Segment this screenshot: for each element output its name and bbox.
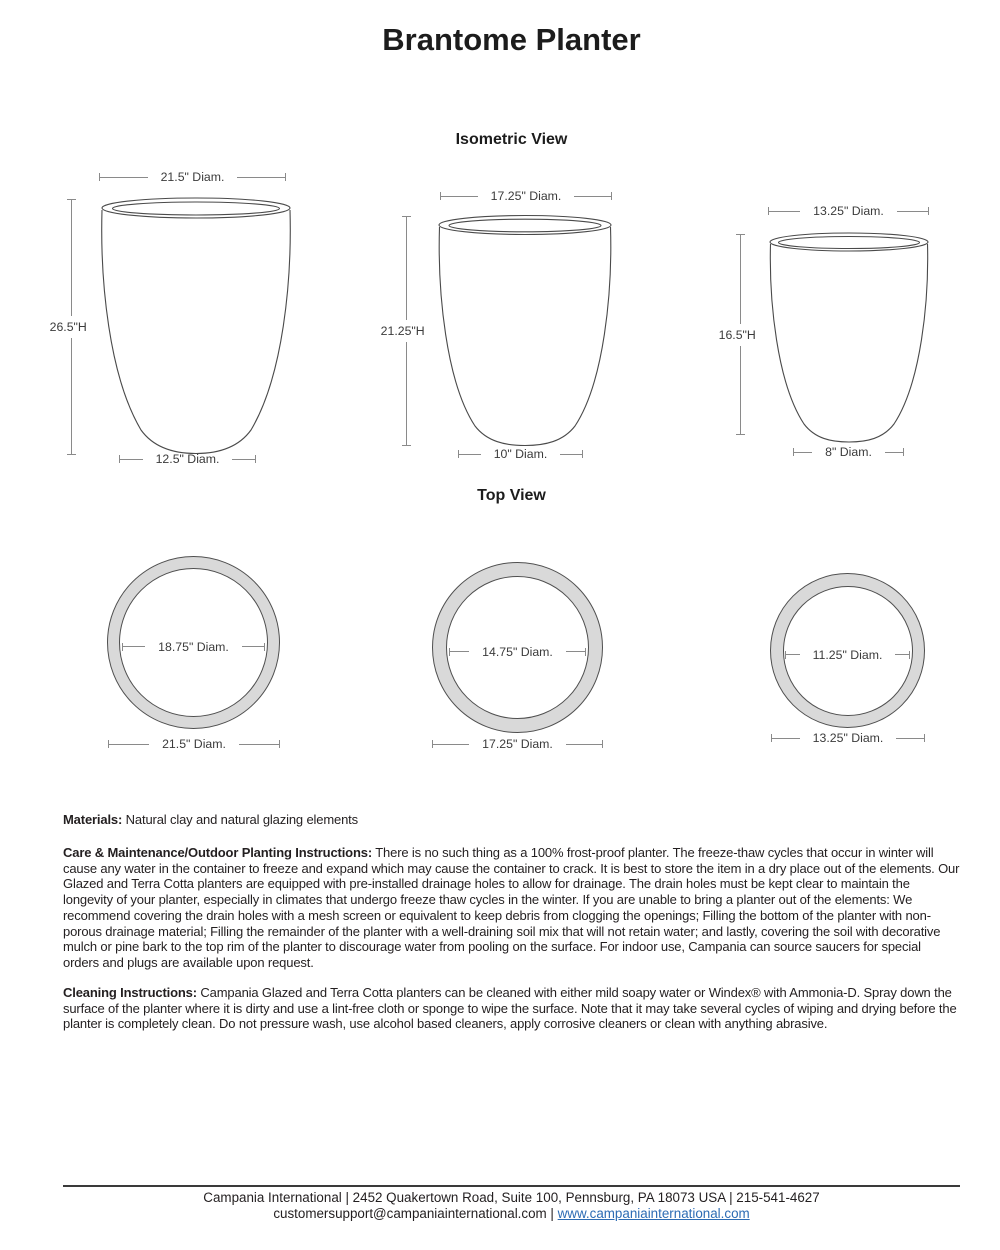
dim-label-top-diameter-3: 13.25" Diam.: [813, 204, 884, 218]
dim-label-height-1: 26.5"H: [48, 316, 89, 338]
footer-contact-line: Campania International | 2452 Quakertown Road, Suite 100, Pennsburg, PA 18073 USA | 215-541-4627: [203, 1190, 820, 1205]
cleaning-instructions-paragraph: [63, 985, 960, 1032]
page-title: Brantome Planter: [382, 22, 641, 57]
dim-label-bottom-diameter-3: 8" Diam.: [825, 445, 872, 459]
footer-web-line: [63, 1206, 960, 1222]
dim-label-outer-diameter-3: 13.25" Diam.: [812, 731, 884, 745]
footer-divider: [63, 1185, 960, 1187]
dim-label-top-diameter-1: 21.5" Diam.: [160, 170, 225, 184]
footer-email: customersupport@campaniainternational.com: [273, 1206, 547, 1221]
cleaning-label: Cleaning Instructions:: [63, 985, 197, 1000]
cleaning-text: Campania Glazed and Terra Cotta planters can be cleaned with either mild soapy water or Windex® with Ammonia-D. Spray down the surface of the planter where it is dirty and use a lint-free cloth or sponge to wipe the surface. Note that it may take several cycles of wiping and drying before the planter is completely clean. Do not pressure wash, use alcohol based cleaners, apply corrosive cleaners or clean with anything abrasive.: [63, 985, 957, 1032]
care-instructions-paragraph: [63, 845, 960, 971]
dim-label-top-diameter-2: 17.25" Diam.: [490, 189, 562, 203]
isometric-view-heading: Isometric View: [455, 131, 568, 148]
dim-label-inner-diameter-1: 18.75" Diam.: [158, 639, 229, 654]
dim-label-inner-diameter-2: 14.75" Diam.: [482, 644, 553, 659]
dim-label-outer-diameter-1: 21.5" Diam.: [162, 737, 226, 751]
top-view-heading: Top View: [477, 487, 546, 504]
dim-label-outer-diameter-2: 17.25" Diam.: [482, 737, 553, 751]
footer-separator: |: [550, 1206, 554, 1221]
materials-label: Materials:: [63, 812, 123, 827]
dim-label-inner-diameter-3: 11.25" Diam.: [812, 647, 883, 662]
materials-paragraph: [63, 812, 960, 828]
care-text: There is no such thing as a 100% frost-proof planter. The freeze-thaw cycles that occur in winter will cause any water in the container to freeze and expand which may cause the container to crack. It is best to store the item in a dry place out of the elements. Our Glazed and Terra Cotta planters are equipped with pre-installed drainage holes to allow for drainage. The drain holes must be kept clear to maintain the longevity of your planter, especially in climates that undergo freeze thaw cycles in the winter. If you are unable to bring a planter out of the elements: We recommend covering the drain holes with a mesh screen or equivalent to keep debris from clogging the openings; Filling the bottom of the planter with non-porous drainage material; Filling the remainder of the planter with a well-draining soil mix that will not retain water; and lastly, covering the soil with decorative mulch or pine bark to the top rim of the planter to discourage water from pooling on the surface. For indoor use, Campania can source saucers for special orders and plugs are available upon request.: [63, 845, 960, 970]
dim-label-height-2: 21.25"H: [379, 320, 427, 342]
materials-text: Natural clay and natural glazing elements: [125, 812, 358, 827]
footer-website-link[interactable]: www.campaniainternational.com: [557, 1206, 750, 1221]
text-column: [63, 0, 960, 1250]
dim-label-height-3: 16.5"H: [717, 324, 758, 346]
care-label: Care & Maintenance/Outdoor Planting Instructions:: [63, 845, 373, 860]
dim-label-bottom-diameter-1: 12.5" Diam.: [155, 452, 220, 466]
dim-label-bottom-diameter-2: 10" Diam.: [493, 447, 548, 461]
